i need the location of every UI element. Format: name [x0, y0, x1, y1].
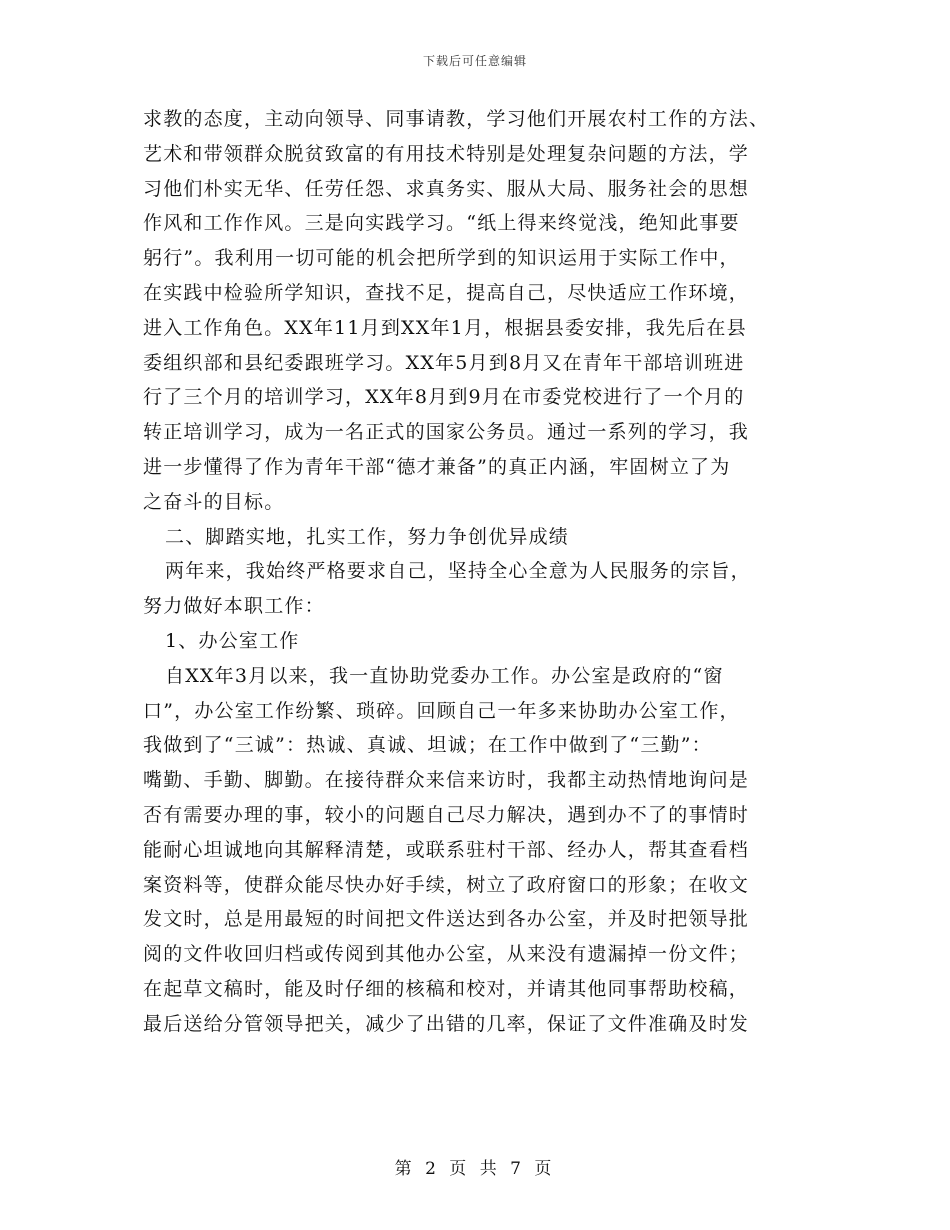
text-line: 之奋斗的目标。: [143, 490, 285, 513]
text-line: 躬行”。我利用一切可能的机会把所学到的知识运用于实际工作中，: [143, 247, 740, 270]
text-line: 我做到了“三诚”：热诚、真诚、坦诚；在工作中做到了“三勤”：: [143, 734, 712, 757]
document-body: [143, 102, 813, 1042]
text-line: 阅的文件收回归档或传阅到其他办公室，从来没有遗漏掉一份文件；: [143, 943, 750, 966]
text-line: 嘴勤、手勤、脚勤。在接待群众来信来访时，我都主动热情地询问是: [143, 769, 750, 792]
text-line: 进入工作角色。XX年11月到XX年1月，根据县委安排，我先后在县: [143, 316, 747, 339]
text-line: 委组织部和县纪委跟班学习。XX年5月到8月又在青年干部培训班进: [143, 351, 745, 374]
text-line: 自XX年3月以来，我一直协助党委办工作。办公室是政府的“窗: [165, 664, 724, 687]
text-line: 二、脚踏实地，扎实工作，努力争创优异成绩: [165, 525, 570, 548]
text-line: 1、办公室工作: [165, 629, 300, 652]
text-line: 能耐心坦诚地向其解释清楚，或联系驻村干部、经办人，帮其查看档: [143, 838, 750, 861]
text-line: 求教的态度，主动向领导、同事请教，学习他们开展农村工作的方法、: [143, 108, 770, 130]
text-line: 艺术和带领群众脱贫致富的有用技术特别是处理复杂问题的方法，学: [143, 142, 750, 165]
text-line: 在实践中检验所学知识，查找不足，提高自己，尽快适应工作环境，: [143, 281, 750, 304]
text-line: 进一步懂得了作为青年干部“德才兼备”的真正内涵，牢固树立了为: [143, 455, 731, 478]
text-line: 两年来，我始终严格要求自己，坚持全心全意为人民服务的宗旨，: [165, 560, 751, 583]
text-line: 作风和工作作风。三是向实践学习。“纸上得来终觉浅，绝知此事要: [143, 212, 740, 235]
text-line: 努力做好本职工作：: [143, 595, 325, 618]
text-line: 转正培训学习，成为一名正式的国家公务员。通过一系列的学习，我: [143, 421, 750, 444]
text-line: 最后送给分管领导把关，减少了出错的几率，保证了文件准确及时发: [143, 1012, 750, 1035]
text-line: 习他们朴实无华、任劳任怨、求真务实、服从大局、服务社会的思想: [143, 177, 750, 200]
text-line: 在起草文稿时，能及时仔细的核稿和校对，并请其他同事帮助校稿，: [143, 977, 750, 1000]
text-line: 行了三个月的培训学习，XX年8月到9月在市委党校进行了一个月的: [143, 386, 745, 409]
text-line: 口”，办公室工作纷繁、琐碎。回顾自己一年多来协助办公室工作，: [143, 699, 740, 722]
text-line: 发文时，总是用最短的时间把文件送达到各办公室，并及时把领导批: [143, 908, 750, 931]
page-header: 下载后可任意编辑: [422, 54, 527, 68]
text-line: 案资料等，使群众能尽快办好手续，树立了政府窗口的形象；在收文: [143, 873, 750, 896]
page-footer: 第 2 页 共 7 页: [394, 1159, 556, 1179]
text-line: 否有需要办理的事，较小的问题自己尽力解决，遇到办不了的事情时: [143, 803, 750, 826]
